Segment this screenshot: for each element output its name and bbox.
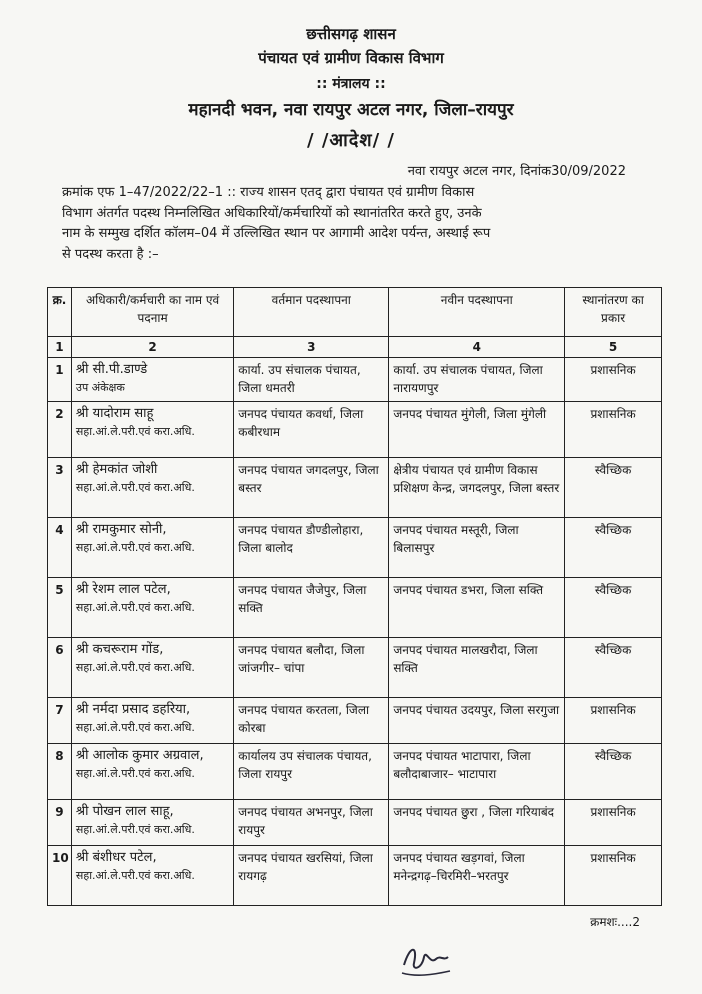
officer-designation: सहा.आं.ले.परी.एवं करा.अधि. [75,541,195,554]
row-sno: 5 [48,578,72,638]
paragraph-line: विभाग अंतर्गत पदस्थ निम्नलिखित अधिकारियों/कर्मचारियों को स्थानांतरित करते हुए, उनके [62,205,482,221]
officer-name: श्री आलोक कुमार अग्रवाल, [75,748,204,763]
row-officer [71,698,233,744]
header-name: अधिकारी/कर्मचारी का नाम एवं पदनाम [71,288,233,337]
officer-name: श्री पोखन लाल साहू, [75,804,174,819]
order-paragraph [62,183,654,265]
transfer-table [47,287,662,906]
row-officer [71,458,233,518]
officer-name: श्री कचरूराम गोंड, [75,642,164,657]
row-new-posting: जनपद पंचायत डभरा, जिला सक्ति [389,578,565,638]
officer-name: श्री नर्मदा प्रसाद डहरिया, [75,702,191,717]
row-officer [71,402,233,458]
table-header-row [48,288,662,337]
table-row [48,458,662,518]
officer-name: श्री हेमकांत जोशी [75,462,158,477]
table-row [48,578,662,638]
officer-name: श्री रामकुमार सोनी, [75,522,167,537]
signature-mark [396,935,456,980]
officer-designation: सहा.आं.ले.परी.एवं करा.अधि. [75,601,195,614]
officer-designation: सहा.आं.ले.परी.एवं करा.अधि. [75,823,195,836]
row-sno: 2 [48,402,72,458]
row-transfer-type: प्रशासनिक [565,698,662,744]
row-new-posting: जनपद पंचायत मस्तूरी, जिला बिलासपुर [389,518,565,578]
header-current: वर्तमान पदस्थापना [234,288,389,337]
paragraph-line: क्रमांक एफ 1–47/2022/22–1 :: राज्य शासन एतद् द्वारा पंचायत एवं ग्रामीण विकास [62,185,475,200]
header-new: नवीन पदस्थापना [389,288,565,337]
row-transfer-type: स्वैच्छिक [565,638,662,698]
column-number: 1 [48,337,72,358]
table-row [48,638,662,698]
column-number: 5 [565,337,662,358]
row-transfer-type: स्वैच्छिक [565,458,662,518]
officer-designation: सहा.आं.ले.परी.एवं करा.अधि. [75,767,195,780]
row-current-posting: जनपद पंचायत जैजेपुर, जिला सक्ति [234,578,389,638]
row-transfer-type: स्वैच्छिक [565,518,662,578]
row-current-posting: कार्यालय उप संचालक पंचायत, जिला रायपुर [234,744,389,800]
officer-designation: सहा.आं.ले.परी.एवं करा.अधि. [75,481,195,494]
table-row [48,358,662,402]
officer-name: श्री रेशम लाल पटेल, [75,582,171,597]
officer-designation: सहा.आं.ले.परी.एवं करा.अधि. [75,661,195,674]
table-row [48,800,662,846]
row-current-posting: जनपद पंचायत बलौदा, जिला जांजगीर– चांपा [234,638,389,698]
table-row [48,744,662,800]
column-number: 4 [389,337,565,358]
row-transfer-type: प्रशासनिक [565,358,662,402]
ministry-title: :: मंत्रालय :: [316,76,386,92]
row-new-posting: कार्या. उप संचालक पंचायत, जिला नारायणपुर [389,358,565,402]
table-row [48,846,662,906]
table-row [48,698,662,744]
table-row [48,518,662,578]
row-transfer-type: प्रशासनिक [565,800,662,846]
row-sno: 10 [48,846,72,906]
row-officer [71,744,233,800]
row-officer [71,846,233,906]
row-sno: 7 [48,698,72,744]
govt-title: छत्तीसगढ़ शासन [306,25,396,43]
header-type: स्थानांतरण का प्रकार [565,288,662,337]
row-transfer-type: प्रशासनिक [565,846,662,906]
order-date: नवा रायपुर अटल नगर, दिनांक30/09/2022 [407,164,626,179]
row-new-posting: जनपद पंचायत भाटापारा, जिला बलौदाबाजार– भाटापारा [389,744,565,800]
office-address: महानदी भवन, नवा रायपुर अटल नगर, जिला–रायपुर [188,100,514,120]
row-sno: 4 [48,518,72,578]
officer-designation: सहा.आं.ले.परी.एवं करा.अधि. [75,721,195,734]
row-current-posting: जनपद पंचायत खरसियां, जिला रायगढ़ [234,846,389,906]
row-new-posting: जनपद पंचायत खड़गवां, जिला मनेन्द्रगढ़–चिरमिरी–भरतपुर [389,846,565,906]
row-new-posting: जनपद पंचायत मुंगेली, जिला मुंगेली [389,402,565,458]
column-number: 2 [71,337,233,358]
officer-designation: उप अंकेक्षक [75,381,125,394]
row-sno: 8 [48,744,72,800]
row-officer [71,358,233,402]
row-current-posting: जनपद पंचायत डौण्डीलोहारा, जिला बालोद [234,518,389,578]
officer-name: श्री यादोराम साहू [75,406,154,421]
continued-marker: क्रमशः....2 [590,915,640,929]
department-title: पंचायत एवं ग्रामीण विकास विभाग [258,49,444,67]
row-sno: 3 [48,458,72,518]
row-current-posting: जनपद पंचायत करतला, जिला कोरबा [234,698,389,744]
column-number: 3 [234,337,389,358]
table-row [48,402,662,458]
row-new-posting: जनपद पंचायत छुरा , जिला गरियाबंद [389,800,565,846]
officer-designation: सहा.आं.ले.परी.एवं करा.अधि. [75,869,195,882]
header-sno: क्र. [48,288,72,337]
officer-name: श्री बंशीधर पटेल, [75,850,157,865]
column-number-row [48,337,662,358]
row-sno: 9 [48,800,72,846]
row-officer [71,800,233,846]
row-current-posting: जनपद पंचायत अभनपुर, जिला रायपुर [234,800,389,846]
row-sno: 6 [48,638,72,698]
row-officer [71,638,233,698]
row-new-posting: क्षेत्रीय पंचायत एवं ग्रामीण विकास प्रशिक्षण केन्द्र, जगदलपुर, जिला बस्तर [389,458,565,518]
row-sno: 1 [48,358,72,402]
row-transfer-type: प्रशासनिक [565,402,662,458]
row-current-posting: जनपद पंचायत कवर्धा, जिला कबीरधाम [234,402,389,458]
row-transfer-type: स्वैच्छिक [565,744,662,800]
paragraph-line: नाम के सम्मुख दर्शित कॉलम–04 में उल्लिखित स्थान पर आगामी आदेश पर्यन्त, अस्थाई रूप [62,226,491,241]
row-transfer-type: स्वैच्छिक [565,578,662,638]
row-current-posting: जनपद पंचायत जगदलपुर, जिला बस्तर [234,458,389,518]
officer-designation: सहा.आं.ले.परी.एवं करा.अधि. [75,425,195,438]
row-new-posting: जनपद पंचायत उदयपुर, जिला सरगुजा [389,698,565,744]
order-title: / /आदेश/ / [306,130,396,151]
row-current-posting: कार्या. उप संचालक पंचायत, जिला धमतरी [234,358,389,402]
row-officer [71,518,233,578]
paragraph-line: से पदस्थ करता है :– [62,246,159,262]
officer-name: श्री सी.पी.डाण्डे [75,362,148,377]
row-new-posting: जनपद पंचायत मालखरौदा, जिला सक्ति [389,638,565,698]
row-officer [71,578,233,638]
